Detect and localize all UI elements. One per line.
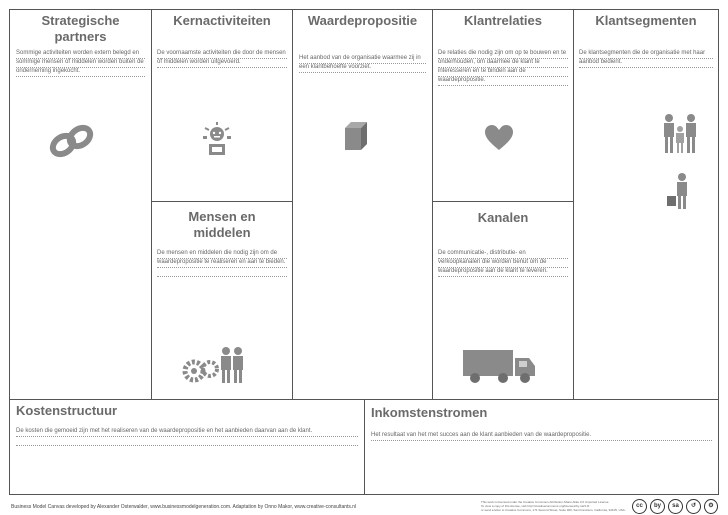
truck-icon	[463, 350, 537, 384]
heart-icon	[485, 125, 513, 151]
gears-people-icon	[182, 345, 250, 385]
block-title	[10, 13, 151, 45]
title-line-2: middelen	[193, 225, 251, 240]
block-description: Sommige activiteiten worden extern belegd en sommige mensen of middelen worden buiten de onderneming ingekocht.	[16, 50, 144, 74]
block-title: Kostenstructuur	[16, 403, 118, 418]
attribution-icon: by	[650, 499, 665, 514]
block-key-partners	[9, 9, 152, 400]
block-key-activities	[151, 9, 293, 202]
block-title: Kernactiviteiten	[173, 13, 271, 28]
block-description: De communicatie-, distributie- en verkoopkanalen die worden benut om de waardepropositie aan de klant te leveren.	[438, 250, 548, 274]
license-line-2: To view a copy of this license, visit http://creativecommons.org/licenses/by-sa/3.0/	[481, 504, 590, 508]
block-description: De voornaamste activiteiten die door de mensen of middelen worden uitgevoerd.	[157, 50, 286, 65]
share-icon: ↺	[686, 499, 701, 514]
license-line-3: or send a letter to Creative Commons, 171 Second Street, Suite 300, San Francisco, California, 94105, USA.	[481, 508, 626, 512]
people-group-icon	[661, 113, 701, 155]
block-description: De kosten die gemoeid zijn met het realiseren van de waardepropositie en het aanbieden daarvan aan de klant.	[16, 428, 313, 434]
block-title: Inkomstenstromen	[371, 405, 488, 420]
block-description: De klantsegmenten die de organisatie met haar aanbod bedient.	[579, 50, 706, 65]
worker-icon	[203, 122, 231, 158]
block-customer-relationships	[432, 9, 574, 202]
block-channels	[432, 201, 574, 400]
block-title	[152, 209, 292, 241]
cube-icon	[343, 120, 371, 152]
businessman-icon	[666, 172, 692, 210]
block-value-proposition	[292, 9, 433, 400]
sharealike-icon: sa	[668, 499, 683, 514]
title-line-2: partners	[54, 29, 107, 44]
block-description: De relaties die nodig zijn om op te bouwen en te onderhouden, om daarmee de klant te interesseren en te binden aan de waardepropositie.	[438, 50, 567, 83]
block-title: Klantsegmenten	[595, 13, 697, 28]
block-description: Het resultaat van het met succes aan de klant aanbieden van de waardepropositie.	[371, 432, 592, 438]
block-title: Klantrelaties	[463, 13, 543, 28]
cc-icon: cc	[632, 499, 647, 514]
block-key-resources	[151, 201, 293, 400]
footer-credit: Business Model Canvas developed by Alexander Osterwalder, www.businessmodelgeneration.com. Adaptation by Onno Makor, www.creative-consultants.nl	[11, 504, 357, 510]
title-line-1: Mensen en	[188, 209, 256, 224]
block-description: Het aanbod van de organisatie waarmee zij in een klantbehoefte voorziet.	[299, 55, 421, 70]
block-customer-segments	[573, 9, 719, 400]
block-title: Kanalen	[477, 210, 529, 225]
title-line-1: Strategische	[41, 13, 120, 28]
block-title: Waardepropositie	[307, 13, 418, 28]
footer-license	[481, 500, 631, 512]
block-description: De mensen en middelen die nodig zijn om de waardepropositie te realiseren en aan te bieden.	[157, 250, 286, 265]
remix-icon: ⚙	[704, 499, 718, 514]
license-line-1: This work is licensed under the Creative Commons Attribution-Share Alike 3.0 Unported License.	[481, 500, 610, 504]
chain-links-icon	[48, 123, 98, 159]
block-cost-structure	[9, 399, 365, 495]
block-revenue-streams	[364, 399, 719, 495]
